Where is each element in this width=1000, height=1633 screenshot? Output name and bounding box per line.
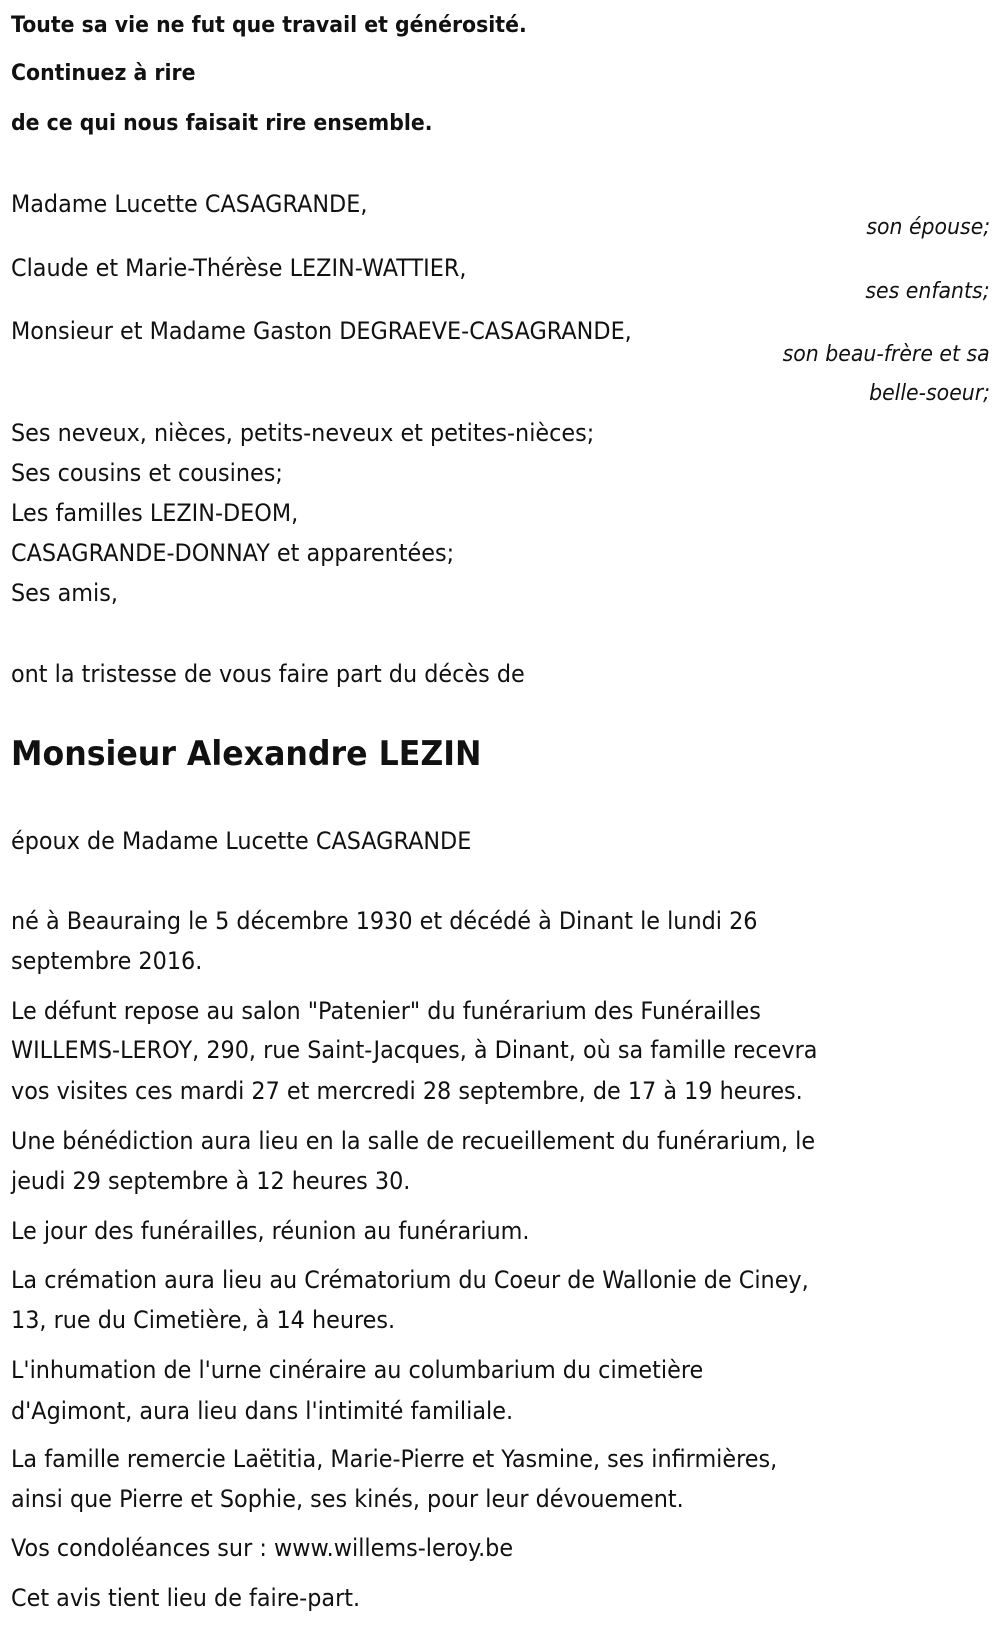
paragraph-line: 13, rue du Cimetière, à 14 heures. bbox=[11, 1306, 396, 1334]
family-name: Madame Lucette CASAGRANDE, bbox=[11, 190, 368, 218]
motto-line: de ce qui nous faisait rire ensemble. bbox=[11, 111, 433, 136]
motto-line: Continuez à rire bbox=[11, 61, 196, 86]
paragraph-line: Le jour des funérailles, réunion au funérarium. bbox=[11, 1217, 530, 1245]
others-line: CASAGRANDE-DONNAY et apparentées; bbox=[11, 539, 455, 567]
motto-line: Toute sa vie ne fut que travail et générosité. bbox=[11, 13, 527, 38]
family-relation: son épouse; bbox=[866, 215, 990, 240]
paragraph-line: jeudi 29 septembre à 12 heures 30. bbox=[11, 1167, 411, 1195]
family-name: Monsieur et Madame Gaston DEGRAEVE-CASAGRANDE, bbox=[11, 317, 632, 345]
paragraph-line: d'Agimont, aura lieu dans l'intimité familiale. bbox=[11, 1397, 514, 1425]
paragraph-line: né à Beauraing le 5 décembre 1930 et décédé à Dinant le lundi 26 bbox=[11, 907, 758, 935]
paragraph-line: La crémation aura lieu au Crématorium du Coeur de Wallonie de Ciney, bbox=[11, 1266, 809, 1294]
paragraph-line: Cet avis tient lieu de faire-part. bbox=[11, 1584, 361, 1612]
paragraph-line: L'inhumation de l'urne cinéraire au columbarium du cimetière bbox=[11, 1356, 704, 1384]
deceased-name: Monsieur Alexandre LEZIN bbox=[11, 734, 482, 774]
family-relation: belle-soeur; bbox=[869, 381, 990, 406]
paragraph-line: La famille remercie Laëtitia, Marie-Pierre et Yasmine, ses infirmières, bbox=[11, 1445, 778, 1473]
family-relation: ses enfants; bbox=[865, 279, 990, 304]
paragraph-line: WILLEMS-LEROY, 290, rue Saint-Jacques, à Dinant, où sa famille recevra bbox=[11, 1036, 818, 1064]
paragraph-line: vos visites ces mardi 27 et mercredi 28 septembre, de 17 à 19 heures. bbox=[11, 1077, 803, 1105]
paragraph-line: ainsi que Pierre et Sophie, ses kinés, pour leur dévouement. bbox=[11, 1485, 684, 1513]
family-relation: son beau-frère et sa bbox=[782, 342, 990, 367]
paragraph-line: Une bénédiction aura lieu en la salle de recueillement du funérarium, le bbox=[11, 1127, 816, 1155]
others-line: Ses amis, bbox=[11, 579, 118, 607]
others-line: Ses neveux, nièces, petits-neveux et petites-nièces; bbox=[11, 419, 595, 447]
others-line: Ses cousins et cousines; bbox=[11, 459, 283, 487]
others-line: Les familles LEZIN-DEOM, bbox=[11, 499, 299, 527]
family-name: Claude et Marie-Thérèse LEZIN-WATTIER, bbox=[11, 254, 467, 282]
announcement: ont la tristesse de vous faire part du décès de bbox=[11, 660, 525, 688]
paragraph-line: septembre 2016. bbox=[11, 947, 203, 975]
spouse-line: époux de Madame Lucette CASAGRANDE bbox=[11, 827, 472, 855]
paragraph-line: Le défunt repose au salon "Patenier" du funérarium des Funérailles bbox=[11, 997, 761, 1025]
condolences-line: Vos condoléances sur : www.willems-leroy.be bbox=[11, 1534, 514, 1562]
